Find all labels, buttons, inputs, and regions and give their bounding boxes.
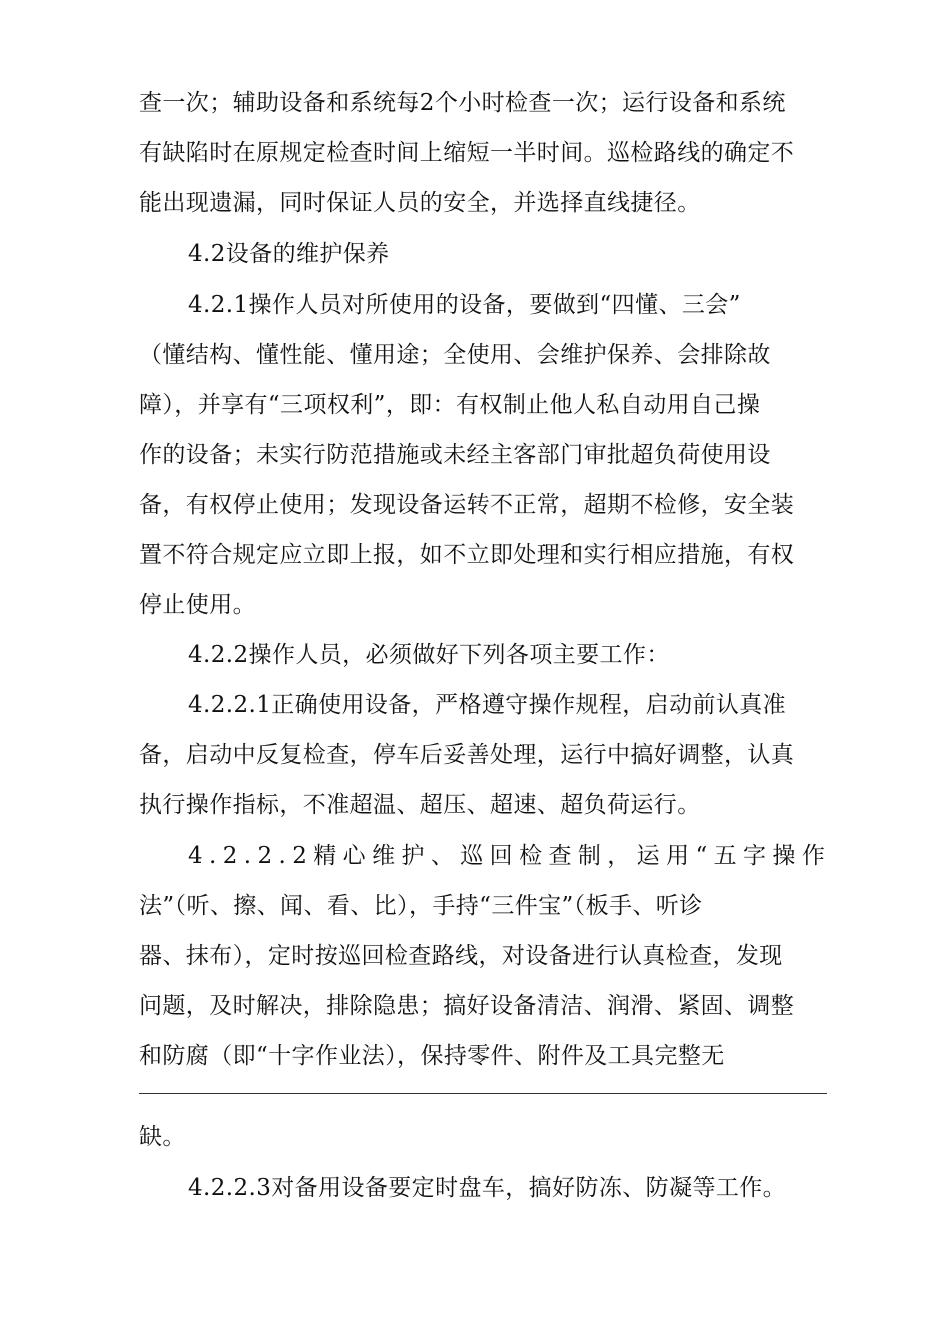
text-line-17: 法”（听、擦、闻、看、比），手持“三件宝”（板手、听诊	[139, 893, 703, 919]
text-line-10: 置不符合规定应立即上报，如不立即处理和实行相应措施，有权	[139, 542, 795, 568]
text-line-6: （懂结构、懂性能、懂用途；全使用、会维护保养、会排除故	[139, 342, 771, 368]
text-line-3: 能出现遗漏，同时保证人员的安全，并选择直线捷径。	[139, 190, 701, 216]
text-line-20: 和防腐（即“十字作业法），保持零件、附件及工具完整无	[139, 1043, 725, 1069]
text-line-21: 缺。	[139, 1124, 186, 1150]
text-line-8: 作的设备；未实行防范措施或未经主客部门审批超负荷使用设	[139, 442, 771, 468]
text-line-11: 停止使用。	[139, 592, 256, 618]
section-heading-4-2: 4.2设备的维护保养	[188, 241, 390, 267]
text-line-15: 执行操作指标，不准超温、超压、超速、超负荷运行。	[139, 792, 701, 818]
text-line-1: 查一次；辅助设备和系统每2个小时检查一次；运行设备和系统	[139, 90, 786, 116]
text-line-9: 备，有权停止使用；发现设备运转不正常，超期不检修，安全装	[139, 492, 795, 518]
text-line-5: 4.2.1操作人员对所使用的设备，要做到“四懂、三会”	[188, 292, 741, 318]
text-line-7: 障），并享有“三项权利”，即：有权制止他人私自动用自己操	[139, 392, 761, 418]
text-line-22: 4.2.2.3对备用设备要定时盘车，搞好防冻、防凝等工作。	[188, 1175, 787, 1201]
text-line-18: 器、抹布），定时按巡回检查路线，对设备进行认真检查，发现	[139, 943, 783, 969]
text-line-2: 有缺陷时在原规定检查时间上缩短一半时间。巡检路线的确定不	[139, 140, 795, 166]
page-divider	[139, 1093, 827, 1094]
text-line-12: 4.2.2操作人员，必须做好下列各项主要工作：	[188, 642, 670, 668]
text-line-14: 备，启动中反复检查，停车后妥善处理，运行中搞好调整，认真	[139, 742, 795, 768]
text-line-19: 问题，及时解决，排除隐患；搞好设备清洁、润滑、紧固、调整	[139, 993, 795, 1019]
text-line-13: 4.2.2.1正确使用设备，严格遵守操作规程，启动前认真准	[188, 692, 787, 718]
text-line-16: 4.2.2.2精心维护、巡回检查制，运用“五字操作	[188, 843, 832, 869]
